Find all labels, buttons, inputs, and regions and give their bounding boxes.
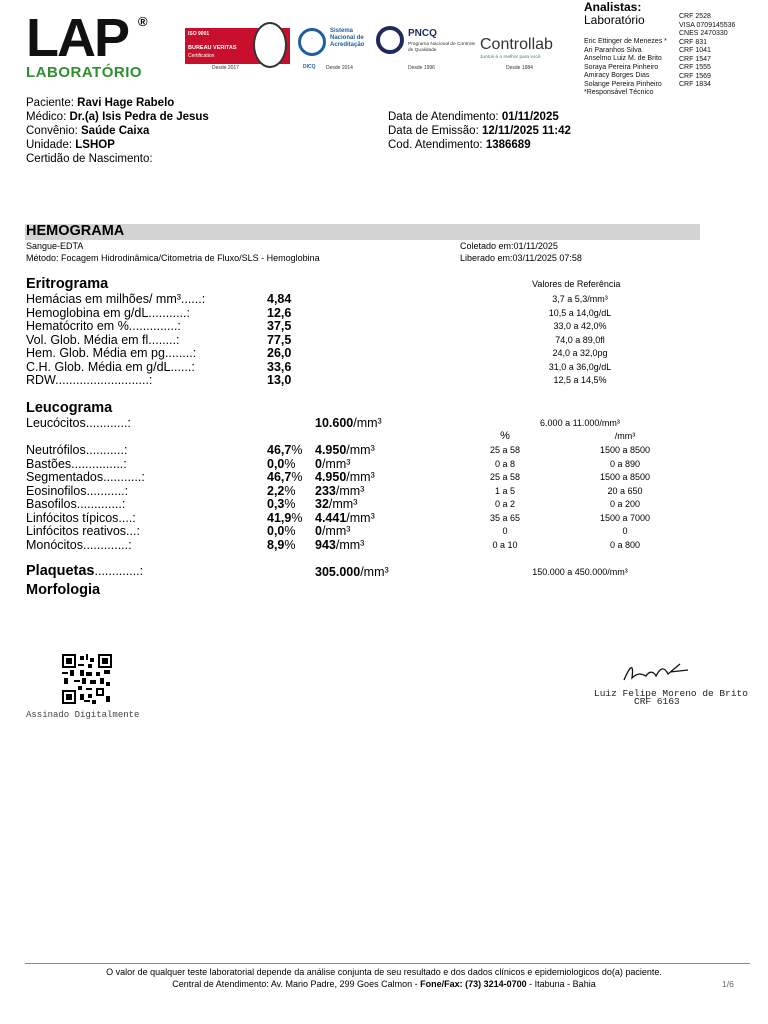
leuco-label: Neutrófilos...........:: [26, 443, 128, 457]
digital-signature-note: Assinado Digitalmente: [26, 710, 140, 720]
registered-mark: ®: [138, 14, 148, 29]
leuco-label: Bastões...............:: [26, 456, 127, 471]
leuco-pct: 46,7%: [267, 443, 303, 457]
page-number: 1/6: [722, 979, 734, 989]
leuco-label: Segmentados...........:: [26, 470, 145, 484]
plaquetas-value: 305.000/mm³: [315, 565, 389, 579]
eritro-label: Hemoglobina em g/dL...........:: [26, 305, 190, 320]
leuco-ref-abs: 1500 a 8500: [599, 472, 651, 482]
footer-divider: [25, 963, 750, 964]
lap-logo: LAP: [26, 8, 128, 68]
leuco-pct: 2,2%: [267, 483, 296, 498]
cert-since: Desde 1984: [506, 65, 533, 71]
leuco-ref-abs: 1500 a 8500: [599, 445, 651, 455]
leucograma-title: Leucograma: [26, 400, 113, 416]
bureau-veritas-seal-icon: [253, 22, 287, 68]
eritro-value: 37,5: [267, 319, 292, 333]
leuco-ref-pct: 0 a 2: [494, 499, 516, 509]
leuco-abs: 4.950/mm³: [315, 443, 375, 457]
leuco-ref-pct: 0: [502, 526, 508, 536]
plaquetas-ref: 150.000 a 450.000/mm³: [532, 567, 628, 577]
eritro-value: 13,0: [267, 373, 292, 387]
leuco-ref-pct: 25 a 58: [489, 472, 521, 482]
leuco-ref-abs: 20 a 650: [607, 485, 643, 496]
eritro-ref: 12,5 a 14,5%: [553, 375, 607, 385]
crf-list: CRF 2528 VISA 0709145536 CNES 2470330 CRF 831 CRF 1041 CRF 1547 CRF 1555 CRF 1569 CRF 1834: [679, 13, 736, 88]
analysts-title: Analistas:: [584, 0, 642, 14]
patient-name-row: Paciente: Ravi Hage Rabelo: [26, 97, 175, 109]
leuco-pct: 0,0%: [267, 524, 296, 538]
plaquetas-label: Plaquetas.............:: [26, 563, 144, 579]
controllab-logo: Controllab: [480, 36, 553, 53]
dicq-text: Sistema Nacional de Acreditação: [330, 28, 365, 48]
leuco-ref-pct: 0 a 8: [494, 458, 516, 469]
sample-material: Sangue-EDTA: [26, 241, 84, 251]
bureau-veritas-badge: ISO 9001 BUREAU VERITAS Certification: [185, 28, 290, 64]
eritro-label: Hemácias em milhões/ mm³......:: [26, 292, 206, 306]
dicq-logo-icon: [298, 28, 326, 56]
pncq-text: Programa Nacional de Controle de Qualidade: [408, 42, 476, 53]
leuco-pct: 0,0%: [267, 456, 296, 471]
eritro-value: 33,6: [267, 359, 292, 374]
eritrograma-title: Eritrograma: [26, 276, 109, 292]
eritro-label: Vol. Glob. Média em fl........:: [26, 332, 180, 347]
analysts-list: Eric Ettinger de Menezes * Ari Paranhos Silva Anselmo Luiz M. de Brito Soraya Pereira Pinheiro Amiracy Borges Dias Solange Pereira Pinheiro *Responsável Técnico: [584, 38, 667, 96]
leuco-abs: 32/mm³: [315, 497, 358, 511]
leuco-label: Linfócitos reativos...:: [26, 524, 140, 538]
reference-header: Valores de Referência: [532, 279, 621, 289]
eritro-ref: 74,0 a 89,0fl: [555, 334, 605, 345]
eritro-value: 12,6: [267, 305, 292, 320]
qr-code-icon: [62, 654, 112, 704]
footer-contact: Central de Atendimento: Av. Mario Padre, 299 Goes Calmon - Fone/Fax: (73) 3214-0700 - Itabuna - Bahia: [172, 979, 596, 989]
leuco-ref-pct: 35 a 65: [489, 512, 521, 523]
signer-name: Luiz Felipe Moreno de Brito: [594, 688, 748, 699]
eritro-value: 4,84: [267, 292, 292, 306]
leuco-ref-abs: 0 a 890: [609, 458, 641, 469]
signer-crf: CRF 6163: [634, 696, 680, 707]
pncq-label: PNCQ: [408, 28, 437, 39]
leuco-abs: 0/mm³: [315, 456, 351, 471]
eritro-value: 77,5: [267, 332, 292, 347]
leuco-abs: 4.950/mm³: [315, 470, 375, 484]
leuco-abs: 943/mm³: [315, 537, 365, 552]
eritro-label: C.H. Glob. Média em g/dL......:: [26, 359, 195, 374]
eritro-ref: 33,0 a 42,0%: [553, 321, 607, 331]
eritro-ref: 10,5 a 14,0g/dL: [548, 307, 612, 318]
leuco-label: Monócitos.............:: [26, 537, 132, 552]
leuco-abs: 233/mm³: [315, 483, 365, 498]
leuco-ref-abs: 0 a 200: [609, 499, 641, 509]
pncq-logo-icon: [376, 26, 404, 54]
leuco-pct: 8,9%: [267, 537, 296, 552]
leuco-pct: 46,7%: [267, 470, 303, 484]
collected-date: Coletado em:01/11/2025: [460, 241, 558, 251]
eritro-label: Hematócrito em %..............:: [26, 319, 181, 333]
leuco-ref-pct: 25 a 58: [489, 445, 521, 455]
leuco-label: Linfócitos típicos....:: [26, 510, 136, 525]
eritro-label: RDW...........................:: [26, 373, 153, 387]
leucocitos-value: 10.600/mm³: [315, 416, 382, 430]
cert-since: Desde 1996: [408, 65, 435, 71]
eritro-value: 26,0: [267, 346, 292, 360]
eritro-ref: 3,7 a 5,3/mm³: [552, 294, 608, 304]
leuco-ref-pct: 1 a 5: [494, 485, 516, 496]
leuco-label: Eosinofilos...........:: [26, 483, 129, 498]
exam-title: HEMOGRAMA: [26, 223, 125, 239]
eritro-ref: 31,0 a 36,0g/dL: [548, 361, 612, 372]
footer-disclaimer: O valor de qualquer teste laboratorial depende da análise conjunta de seu resultado e dos dados clínicos e epidemiologicos do(a) paciente.: [106, 967, 662, 977]
unit-row: Unidade: LSHOP: [26, 139, 115, 151]
eritro-ref: 24,0 a 32,0pg: [552, 348, 608, 358]
visit-date-row: Data de Atendimento: 01/11/2025: [388, 111, 559, 123]
lap-logo-subtitle: LABORATÓRIO: [26, 64, 143, 81]
insurance-row: Convênio: Saúde Caixa: [26, 125, 150, 137]
released-date: Liberado em:03/11/2025 07:58: [460, 253, 582, 263]
leuco-label: Basofilos.............:: [26, 497, 126, 511]
dicq-label: DICQ: [303, 64, 316, 70]
leuco-abs: 4.441/mm³: [315, 510, 375, 525]
leucocitos-label: Leucócitos............:: [26, 416, 131, 430]
eritro-label: Hem. Glob. Média em pg........:: [26, 346, 197, 360]
handwritten-signature-icon: [620, 660, 695, 688]
abs-header: /mm³: [614, 431, 636, 441]
cert-since: Desde 2017: [212, 65, 239, 71]
leuco-pct: 0,3%: [267, 497, 296, 511]
leuco-abs: 0/mm³: [315, 524, 351, 538]
morfologia-title: Morfologia: [26, 582, 101, 598]
birth-cert-row: Certidão de Nascimento:: [26, 153, 153, 165]
section-bar: [25, 224, 700, 240]
leuco-ref-pct: 0 a 10: [492, 539, 518, 550]
doctor-row: Médico: Dr.(a) Isis Pedra de Jesus: [26, 111, 209, 123]
cert-since: Desde 2014: [326, 65, 353, 71]
analysts-subtitle: Laboratório: [584, 13, 645, 27]
method: Método: Focagem Hidrodinâmica/Citometria de Fluxo/SLS - Hemoglobina: [26, 253, 320, 263]
leucocitos-ref: 6.000 a 11.000/mm³: [540, 418, 620, 428]
visit-code-row: Cod. Atendimento: 1386689: [388, 139, 531, 151]
leuco-ref-abs: 1500 a 7000: [599, 512, 651, 523]
patient-info: [26, 96, 209, 166]
leuco-ref-abs: 0: [622, 526, 628, 536]
leuco-ref-abs: 0 a 800: [609, 539, 641, 550]
visit-info: [388, 110, 571, 152]
controllab-text: Juntos é o melhor para você: [480, 55, 541, 60]
pct-header: %: [500, 430, 510, 442]
issue-date-row: Data de Emissão: 12/11/2025 11:42: [388, 125, 571, 137]
leuco-pct: 41,9%: [267, 510, 303, 525]
